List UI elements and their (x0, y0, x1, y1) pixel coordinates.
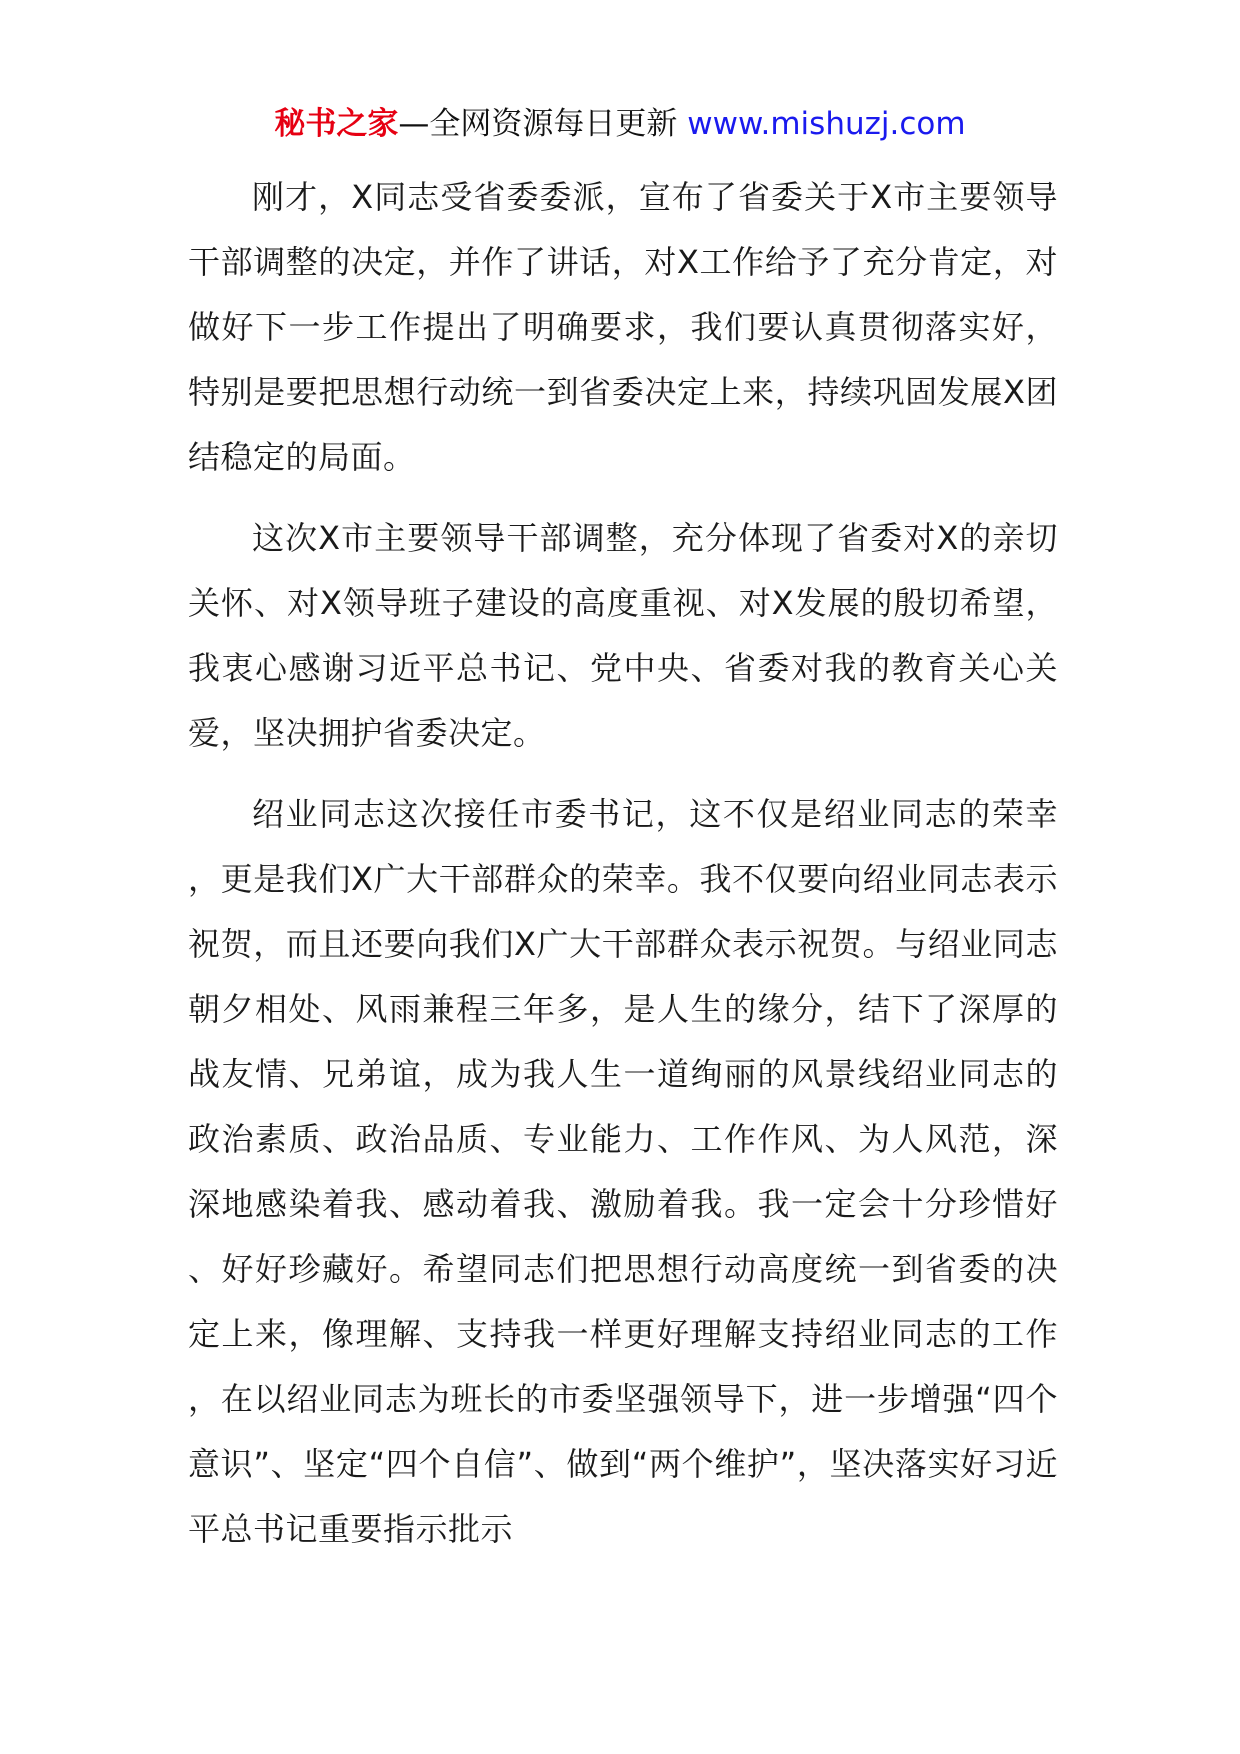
paragraph: 绍业同志这次接任市委书记，这不仅是绍业同志的荣幸，更是我们X广大干部群众的荣幸。我不仅要向绍业同志表示祝贺，而且还要向我们X广大干部群众表示祝贺。与绍业同志朝夕相处、风雨兼程三年多，是人生的缘分，结下了深厚的战友情、兄弟谊，成为我人生一道绚丽的风景线绍业同志的政治素质、政治品质、专业能力、工作作风、为人风范，深深地感染着我、感动着我、激励着我。我一定会十分珍惜好、好好珍藏好。希望同志们把思想行动高度统一到省委的决定上来，像理解、支持我一样更好理解支持绍业同志的工作，在以绍业同志为班长的市委坚强领导下，进一步增强“四个意识”、坚定“四个自信”、做到“两个维护”，坚决落实好习近平总书记重要指示批示 (188, 795, 1058, 1548)
brand-name: 秘书之家 (274, 106, 399, 142)
site-tagline: —全网资源每日更新 (398, 106, 678, 142)
paragraph: 刚才，X同志受省委委派，宣布了省委关于X市主要领导干部调整的决定，并作了讲话，对X工作给予了充分肯定，对做好下一步工作提出了明确要求，我们要认真贯彻落实好，特别是要把思想行动统一到省委决定上来，持续巩固发展X团结稳定的局面。 (188, 178, 1058, 476)
site-header (0, 100, 1240, 148)
site-url-link[interactable]: www.mishuzj.com (687, 106, 966, 142)
paragraph: 这次X市主要领导干部调整，充分体现了省委对X的亲切关怀、对X领导班子建设的高度重视、对X发展的殷切希望，我衷心感谢习近平总书记、党中央、省委对我的教育关心关爱，坚决拥护省委决定。 (188, 519, 1058, 752)
document-body (188, 165, 1058, 1578)
